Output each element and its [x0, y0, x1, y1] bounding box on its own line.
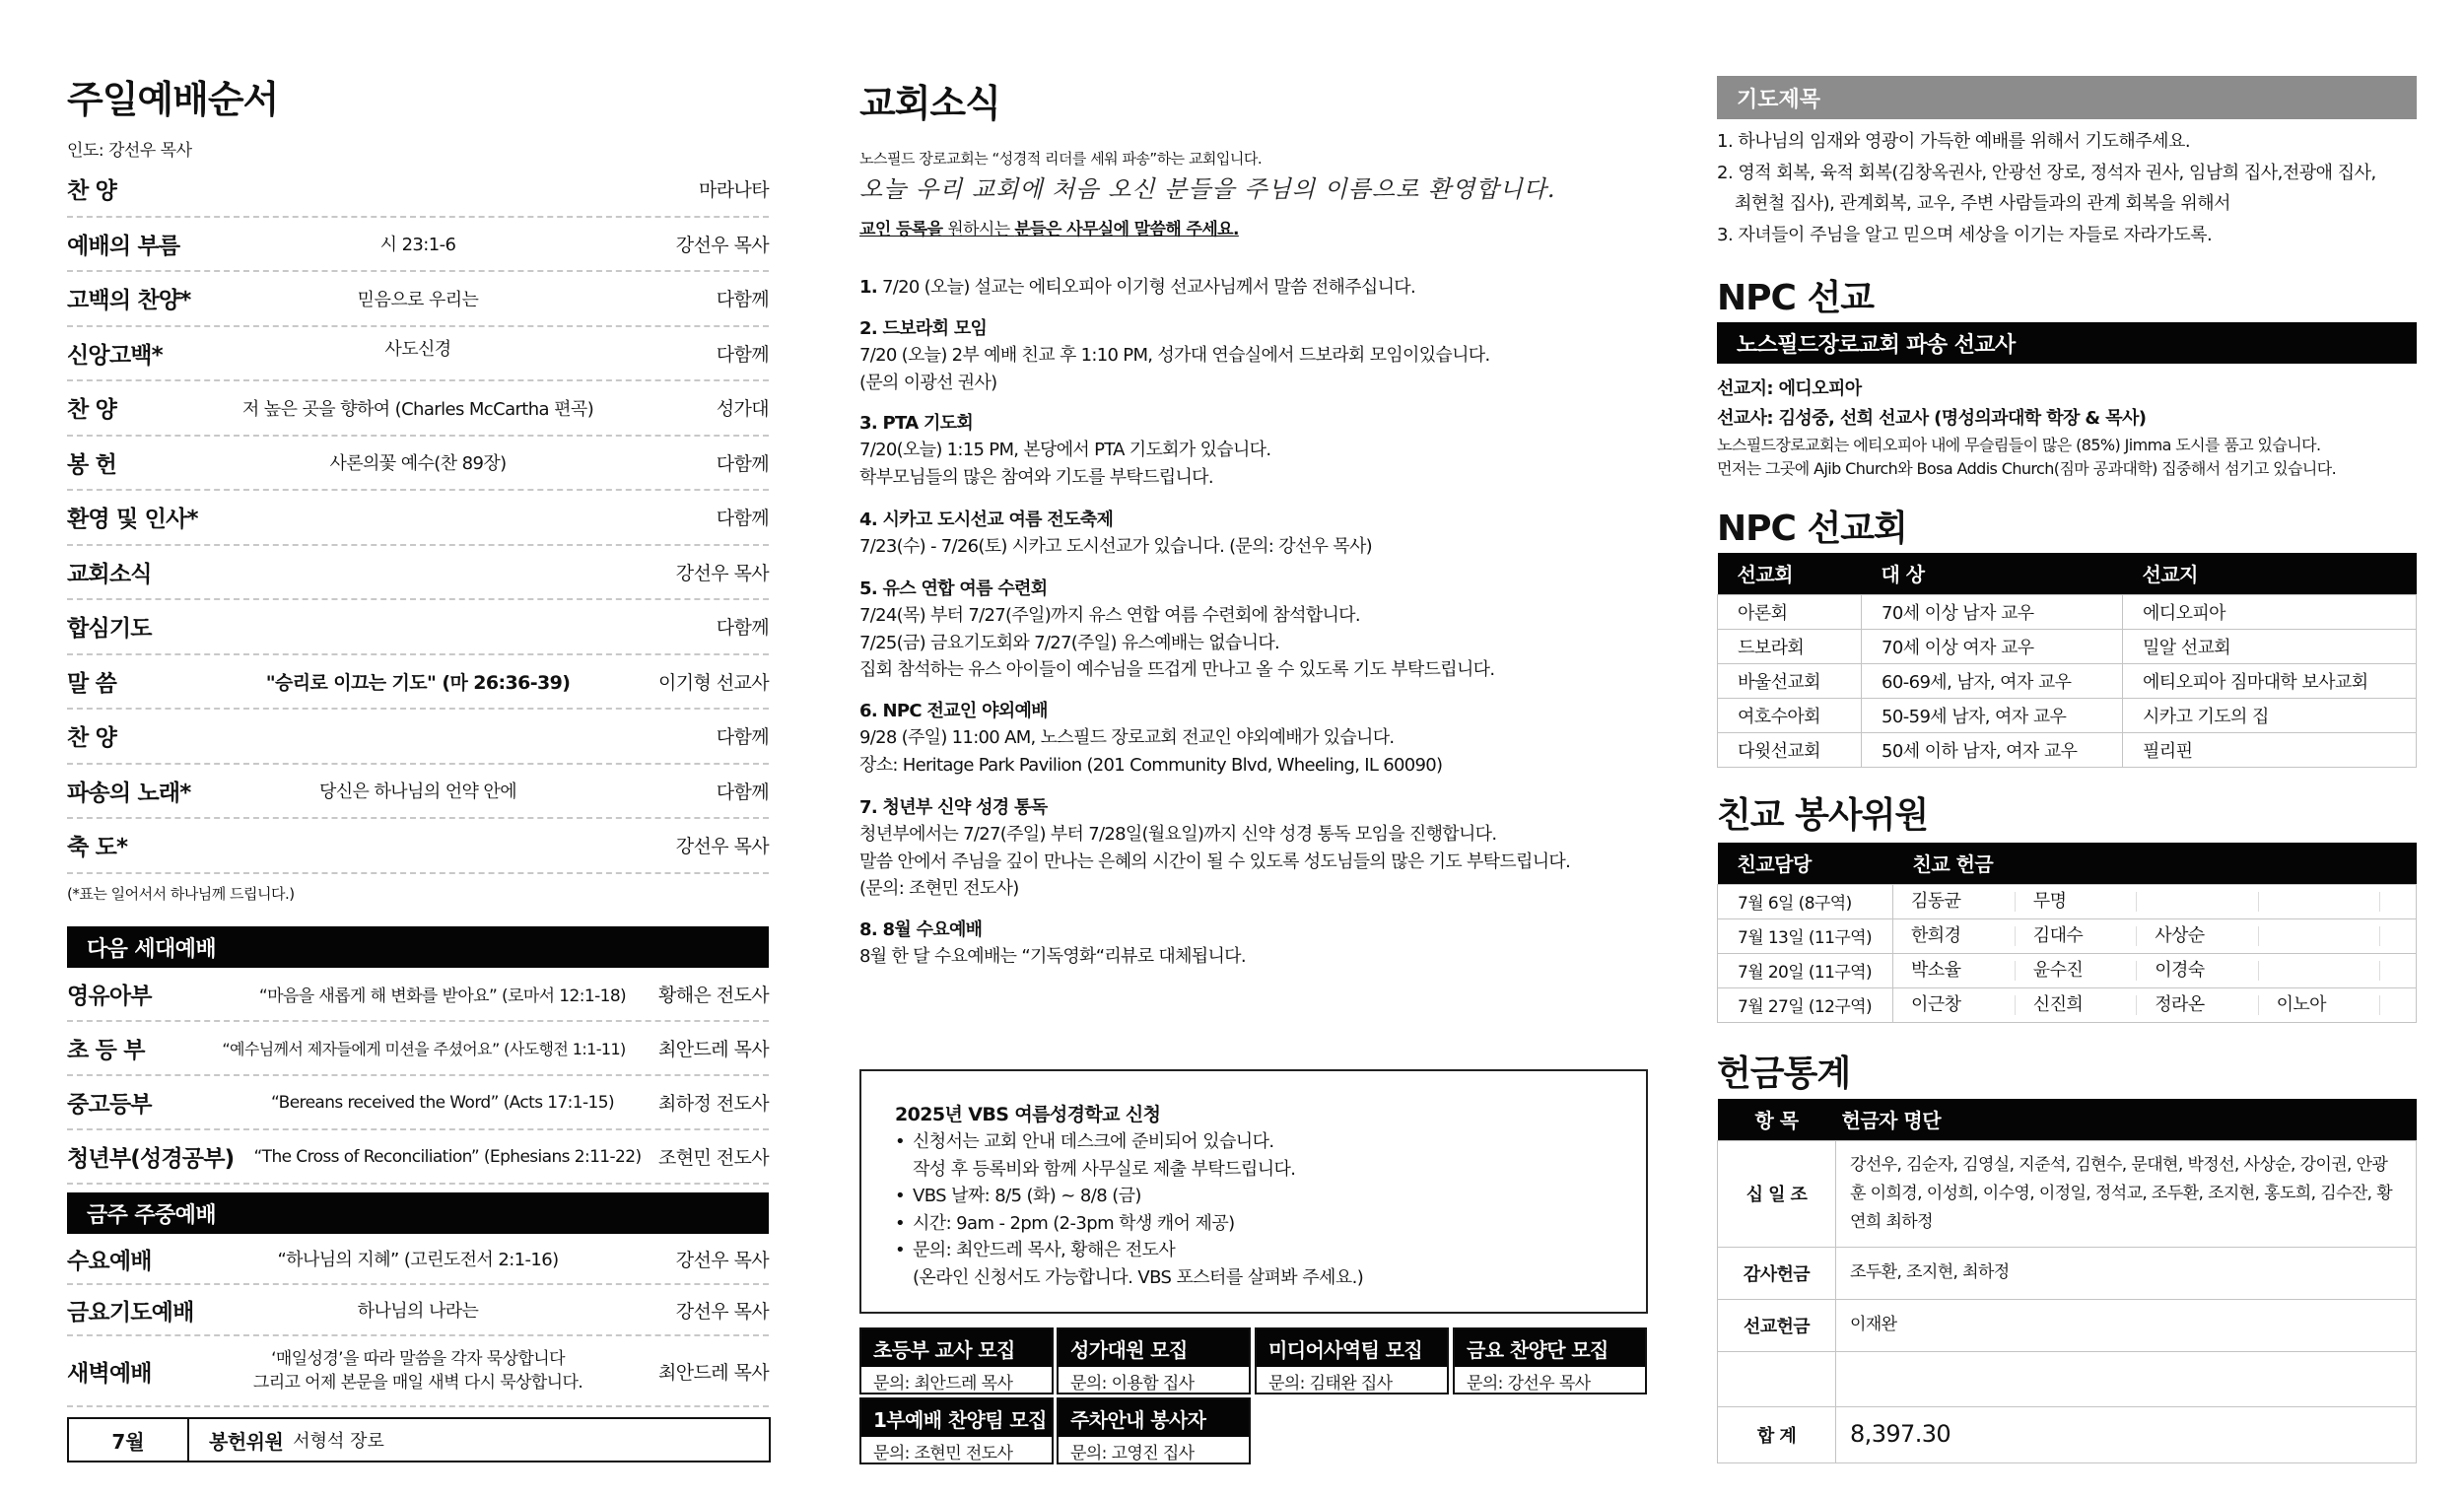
recruitment-card: 1부예배 찬양팀 모집 문의: 조현민 전도사	[859, 1397, 1054, 1464]
church-news-title: 교회소식	[859, 82, 1000, 125]
table-row: 바울선교회 60-69세, 남자, 여자 교우 에티오피아 짐마대학 보사교회	[1718, 663, 2417, 698]
recruitment-card: 금요 찬양단 모집 문의: 강선우 목사	[1453, 1327, 1647, 1394]
table-row: 여호수아회 50-59세 남자, 여자 교우 시카고 기도의 집	[1718, 698, 2417, 732]
order-row: 파송의 노래* 당신은 하나님의 언약 안에 다함께	[67, 765, 769, 820]
offering-month: 7월	[69, 1419, 189, 1461]
next-generation-list	[67, 968, 769, 1185]
order-row: 환영 및 인사* 다함께	[67, 491, 769, 546]
church-intro: 노스필드 장로교회는 “성경적 리더를 세워 파송”하는 교회입니다.	[859, 150, 1263, 168]
vbs-signup-box: 2025년 VBS 여름성경학교 신청 • 신청서는 교회 안내 데스크에 준비되어 있습니다. 작성 후 등록비와 함께 사무실로 제출 부탁드립니다. • VBS 날짜: 8/5 (화) ~ 8/8 (금) • 시간: 9am - 2pm (2-3pm 학생 캐어 제공) • 문의: 최안드레 목사, 황해은 전도사 (온라인 신청서도 가능합니다. VBS 포스터를 살펴봐 주세요.)	[859, 1069, 1648, 1314]
sent-missionary-header: 노스필드장로교회 파송 선교사	[1717, 322, 2417, 364]
recruitment-card: 성가대원 모집 문의: 이용함 집사	[1057, 1327, 1251, 1394]
worship-leader: 인도: 강선우 목사	[67, 141, 192, 161]
prayer-list: 1. 하나님의 임재와 영광이 가득한 예배를 위해서 기도해주세요. 2. 영적 회복, 육적 회복(김창옥권사, 안광선 장로, 정석자 권사, 임남희 집사,전광애 집사, 최현철 집사), 관계회복, 교우, 주변 사람들과의 관계 회복을 위해서 3. 자녀들이 주님을 알고 믿으며 세상을 이기는 자들로 자라가도록.	[1717, 131, 2376, 245]
missionary-info: 선교지: 에디오피아 선교사: 김성중, 선희 선교사 (명성의과대학 학장 & 목사) 노스필드장로교회는 에티오피아 내에 무슬림들이 많은 (85%) Jimma 도시를 품고 있습니다. 먼저는 그곳에 Ajib Church와 Bosa Addis Church(짐마 공과대학) 집중해서 섬기고 있습니다.	[1717, 378, 2337, 478]
table-header: 항 목 헌금자 명단	[1718, 1099, 2417, 1140]
table-row: 7월 6일 (8구역) 김동균 무명	[1718, 884, 2417, 918]
npc-mission-title: NPC 선교	[1717, 278, 1875, 318]
order-row: 축 도* 강선우 목사	[67, 819, 769, 874]
order-row: 새벽예배 ‘매일성경’을 따라 말씀을 각자 묵상합니다 그리고 어제 본문을 매일 새벽 다시 묵상합니다. 최안드레 목사	[67, 1336, 769, 1407]
prayer-header: 기도제목	[1717, 76, 2417, 119]
offering-committee-label: 봉헌위원	[209, 1429, 284, 1454]
offering-stats-title: 헌금통계	[1717, 1054, 1851, 1094]
standing-note: (*표는 일어서서 하나님께 드립니다.)	[67, 885, 295, 903]
table-row: 감사헌금 조두환, 조지현, 최하정	[1718, 1247, 2417, 1299]
registration-note: 교인 등록을 원하시는 분들은 사무실에 말씀해 주세요.	[859, 220, 1239, 239]
order-row: 교회소식 강선우 목사	[67, 546, 769, 601]
recruitment-card: 초등부 교사 모집 문의: 최안드레 목사	[859, 1327, 1054, 1394]
order-row: 예배의 부름 시 23:1-6 강선우 목사	[67, 218, 769, 273]
order-row: 수요예배 “하나님의 지혜” (고린도전서 2:1-16) 강선우 목사	[67, 1234, 769, 1285]
table-row: 7월 27일 (12구역) 이근창 신진희 정라온 이노아	[1718, 987, 2417, 1022]
news-item: 7. 청년부 신약 성경 통독 청년부에서는 7/27(주일) 부터 7/28일(월요일)까지 신약 성경 통독 모임을 진행합니다. 말씀 안에서 주님을 깊이 만나는 은혜의 시간이 될 수 있도록 성도님들의 많은 기도 부탁드립니다. (문의: 조현민 전도사)	[859, 797, 1571, 899]
news-item: 1. 7/20 (오늘) 설교는 에티오피아 이기형 선교사님께서 말씀 전해주십니다.	[859, 277, 1416, 298]
news-item: 2. 드보라회 모임 7/20 (오늘) 2부 예배 친교 후 1:10 PM, 성가대 연습실에서 드보라회 모임이있습니다. (문의 이광선 권사)	[859, 318, 1490, 393]
order-row: 중고등부 “Bereans received the Word” (Acts 17:1-15) 최하정 전도사	[67, 1076, 769, 1130]
order-row: 합심기도 다함께	[67, 600, 769, 655]
npc-groups-title: NPC 선교회	[1717, 509, 1907, 549]
table-header: 선교회 대 상 선교지	[1718, 553, 2417, 594]
order-row: 찬 양 마라나타	[67, 163, 769, 218]
table-row	[1718, 1351, 2417, 1406]
news-item: 6. NPC 전교인 야외예배 9/28 (주일) 11:00 AM, 노스필드 장로교회 전교인 야외예배가 있습니다. 장소: Heritage Park Pavilion (201 Community Blvd, Wheeling, IL 60090)	[859, 701, 1443, 776]
offering-total: 8,397.30	[1836, 1406, 2417, 1462]
table-row: 드보라회 70세 이상 여자 교우 밀알 선교회	[1718, 629, 2417, 663]
order-row: 봉 헌 사론의꽃 예수(찬 89장) 다함께	[67, 437, 769, 492]
recruitment-card: 미디어사역팀 모집 문의: 김태완 집사	[1255, 1327, 1449, 1394]
news-item: 3. PTA 기도회 7/20(오늘) 1:15 PM, 본당에서 PTA 기도회가 있습니다. 학부모님들의 많은 참여와 기도를 부탁드립니다.	[859, 413, 1271, 488]
order-row: 신앙고백* 사도신경 다함께	[67, 327, 769, 382]
welcome-script: 오늘 우리 교회에 처음 오신 분들을 주님의 이름으로 환영합니다.	[859, 175, 1556, 203]
table-header: 친교담당 친교 헌금	[1718, 843, 2417, 884]
table-row: 7월 13일 (11구역) 한희경 김대수 사상순	[1718, 918, 2417, 953]
news-item: 5. 유스 연합 여름 수련회 7/24(목) 부터 7/27(주일)까지 유스 연합 여름 수련회에 참석합니다. 7/25(금) 금요기도회와 7/27(주일) 유스예배는 없습니다. 집회 참석하는 유스 아이들이 예수님을 뜨겁게 만나고 올 수 있도록 기도 부탁드립니다.	[859, 578, 1495, 680]
fellowship-title: 친교 봉사위원	[1717, 795, 1929, 836]
offering-committee-box	[67, 1417, 771, 1462]
recruitment-card: 주차안내 봉사자 문의: 고영진 집사	[1057, 1397, 1251, 1464]
order-row: 찬 양 다함께	[67, 710, 769, 765]
table-row: 선교헌금 이재완	[1718, 1299, 2417, 1351]
news-item: 4. 시카고 도시선교 여름 전도축제 7/23(수) - 7/26(토) 시카고 도시선교가 있습니다. (문의: 강선우 목사)	[859, 510, 1372, 557]
worship-order-list	[67, 163, 769, 874]
offering-committee-name: 서형석 장로	[293, 1431, 384, 1452]
order-row: 고백의 찬양* 믿음으로 우리는 다함께	[67, 272, 769, 327]
news-item: 8. 8월 수요예배 8월 한 달 수요예배는 “기독영화“리뷰로 대체됩니다.	[859, 919, 1246, 967]
table-row: 아론회 70세 이상 남자 교우 에디오피아	[1718, 594, 2417, 629]
mission-groups-table	[1717, 553, 2417, 768]
fellowship-table	[1717, 843, 2417, 1023]
order-row: 초 등 부 “예수님께서 제자들에게 미션을 주셨어요” (사도행전 1:1-11) 최안드레 목사	[67, 1022, 769, 1076]
table-row: 합 계 8,397.30	[1718, 1406, 2417, 1462]
next-generation-header: 다음 세대예배	[67, 926, 769, 968]
table-row: 7월 20일 (11구역) 박소율 윤수진 이경숙	[1718, 953, 2417, 987]
order-row: 말 씀 "승리로 이끄는 기도" (마 26:36-39) 이기형 선교사	[67, 655, 769, 711]
order-row: 청년부(성경공부) “The Cross of Reconciliation” (Ephesians 2:11-22) 조현민 전도사	[67, 1130, 769, 1185]
weekday-worship-header: 금주 주중예배	[67, 1192, 769, 1234]
weekday-worship-list	[67, 1234, 769, 1407]
order-row: 영유아부 “마음을 새롭게 해 변화를 받아요” (로마서 12:1-18) 황해은 전도사	[67, 968, 769, 1022]
order-row: 찬 양 저 높은 곳을 향하여 (Charles McCartha 편곡) 성가대	[67, 381, 769, 437]
worship-order-title: 주일예배순서	[67, 78, 279, 121]
table-row: 십 일 조 강선우, 김순자, 김영실, 지준석, 김현수, 문대현, 박정선, 사상순, 강이권, 안광훈 이희경, 이성희, 이수영, 이정일, 정석교, 조두환, 조지현, 홍도희, 김수잔, 황연희 최하정	[1718, 1140, 2417, 1247]
table-row: 다윗선교회 50세 이하 남자, 여자 교우 필리핀	[1718, 732, 2417, 767]
order-row: 금요기도예배 하나님의 나라는 강선우 목사	[67, 1285, 769, 1336]
offering-stats-table	[1717, 1099, 2417, 1463]
